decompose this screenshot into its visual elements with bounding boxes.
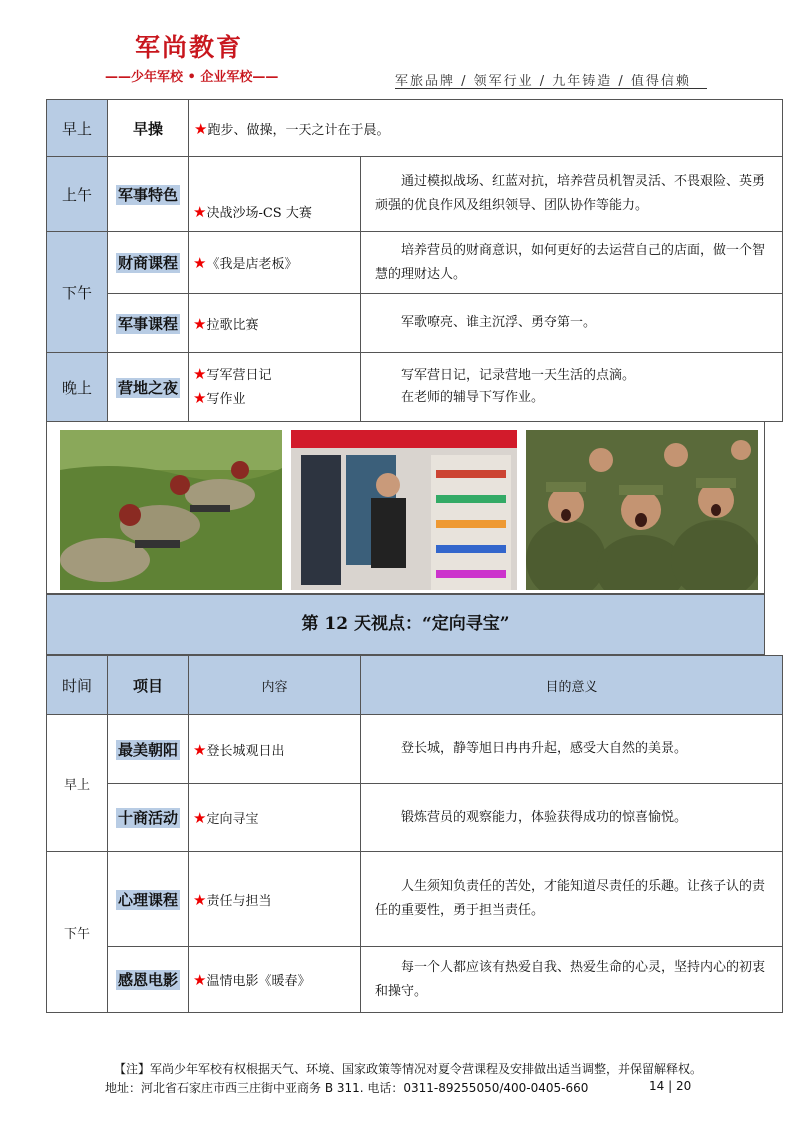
item-label: 早操 <box>132 119 163 138</box>
star-icon: ★ <box>193 971 207 989</box>
content-text: 跑步、做操，一天之计在于晨。 <box>207 122 390 138</box>
item-label: 最美朝阳 <box>117 740 178 759</box>
item-cell <box>108 232 189 294</box>
time-cell: 上午 <box>47 157 108 232</box>
purpose-cell <box>361 947 783 1013</box>
item-label: 感恩电影 <box>117 971 178 989</box>
purpose-cell <box>361 353 783 422</box>
purpose-cell <box>361 157 783 232</box>
purpose-text: 锻炼营员的观察能力，体验获得成功的惊喜愉悦。 <box>401 809 688 825</box>
star-icon: ★ <box>193 254 207 272</box>
item-label: 军事课程 <box>117 314 178 333</box>
purpose-cell <box>361 294 783 353</box>
table-row <box>47 715 783 784</box>
page-number: 14 | 20 <box>649 1079 692 1093</box>
content-cell <box>189 294 361 353</box>
content-text: 定向寻宝 <box>206 812 259 827</box>
page-header <box>0 0 800 95</box>
table-row <box>47 852 783 947</box>
photo-strip <box>46 421 765 594</box>
footer-note: 【注】军尚少年军校有权根据天气、环境、国家政策等情况对夏令营课程及安排做出适当调整，并保留解释权。 <box>114 1062 703 1076</box>
content-cell <box>189 947 361 1013</box>
item-cell <box>108 157 189 232</box>
content-text: 温情电影《暖春》 <box>206 974 311 989</box>
content-text-2: 写作业 <box>206 392 246 407</box>
schedule-table-top <box>46 99 783 422</box>
item-label: 十商活动 <box>117 809 178 827</box>
table-row <box>47 947 783 1013</box>
item-cell <box>108 715 189 784</box>
table-row <box>47 784 783 852</box>
star-icon: ★ <box>193 365 207 383</box>
header-item: 项目 <box>108 656 189 715</box>
item-cell <box>108 852 189 947</box>
purpose-text-2: 在老师的辅导下写作业。 <box>401 390 545 405</box>
purpose-text: 人生须知负责任的苦处，才能知道尽责任的乐趣。让孩子认的责任的重要性，勇于担当责任。 <box>375 879 766 918</box>
purpose-cell <box>361 232 783 294</box>
header-slogan: 军旅品牌 / 领军行业 / 九年铸造 / 值得信赖 <box>395 74 691 89</box>
cs-game-photo <box>60 430 282 590</box>
purpose-text: 登长城，静等旭日冉冉升起，感受大自然的美景。 <box>401 741 688 756</box>
content-text: 拉歌比赛 <box>206 317 259 333</box>
header-time: 时间 <box>47 656 108 715</box>
item-cell <box>108 353 189 422</box>
content-cell <box>189 715 361 784</box>
brand-subtitle: ——少年军校 • 企业军校—— <box>105 70 279 85</box>
purpose-text: 通过模拟战场、红蓝对抗，培养营员机智灵活、不畏艰险、英勇顽强的优良作风及组织领导、团队协作等能力。 <box>375 174 766 213</box>
content-text: 写军营日记 <box>206 368 272 383</box>
content-cell <box>189 784 361 852</box>
table-row <box>47 157 783 232</box>
content-cell <box>189 157 361 232</box>
star-icon: ★ <box>193 740 207 759</box>
header-divider <box>395 88 707 89</box>
item-cell <box>108 100 189 157</box>
star-icon: ★ <box>193 890 207 909</box>
store-photo <box>291 430 517 590</box>
footer-address: 地址：河北省石家庄市西三庄街中亚商务 B 311. 电话：0311-89255050/400-0405-660 <box>105 1081 589 1095</box>
item-label: 营地之夜 <box>117 378 178 397</box>
header-content: 内容 <box>189 656 361 715</box>
time-cell: 下午 <box>47 232 108 353</box>
purpose-cell <box>361 715 783 784</box>
header-purpose: 目的意义 <box>361 656 783 715</box>
item-label: 军事特色 <box>117 185 178 204</box>
content-cell <box>189 100 783 157</box>
item-cell <box>108 784 189 852</box>
content-text: 《我是店老板》 <box>206 257 298 272</box>
time-cell: 晚上 <box>47 353 108 422</box>
purpose-text: 每一个人都应该有热爱自我、热爱生命的心灵，坚持内心的初衷和操守。 <box>375 959 766 999</box>
purpose-cell <box>361 784 783 852</box>
content-text: 责任与担当 <box>206 893 272 909</box>
schedule-table-day12 <box>46 655 783 1013</box>
time-cell: 早上 <box>47 100 108 157</box>
day-title: 第 12 天视点：“定向寻宝” <box>46 594 765 655</box>
time-cell: 早上 <box>47 715 108 852</box>
table-row <box>47 294 783 353</box>
purpose-text: 军歌嘹亮、谁主沉浮、勇夺第一。 <box>401 315 597 330</box>
table-row <box>47 353 783 422</box>
star-icon: ★ <box>193 389 207 407</box>
table-row <box>47 232 783 294</box>
table-header-row <box>47 656 783 715</box>
content-cell <box>189 852 361 947</box>
brand-logo-text: 军尚教育 <box>135 33 244 62</box>
content-text: 登长城观日出 <box>206 743 285 759</box>
purpose-text: 写军营日记，记录营地一天生活的点滴。 <box>401 368 636 383</box>
content-cell <box>189 353 361 422</box>
content-text: 决战沙场-CS 大赛 <box>206 206 312 221</box>
purpose-cell <box>361 852 783 947</box>
soldiers-photo <box>526 430 758 590</box>
time-cell: 下午 <box>47 852 108 1013</box>
item-label: 心理课程 <box>117 890 178 909</box>
star-icon: ★ <box>193 809 207 827</box>
item-cell <box>108 947 189 1013</box>
item-label: 财商课程 <box>117 254 178 272</box>
star-icon: ★ <box>193 314 207 333</box>
table-row <box>47 100 783 157</box>
star-icon: ★ <box>194 119 208 138</box>
star-icon: ★ <box>193 203 207 221</box>
purpose-text: 培养营员的财商意识，如何更好的去运营自己的店面，做一个智慧的理财达人。 <box>375 242 766 282</box>
content-cell <box>189 232 361 294</box>
item-cell <box>108 294 189 353</box>
